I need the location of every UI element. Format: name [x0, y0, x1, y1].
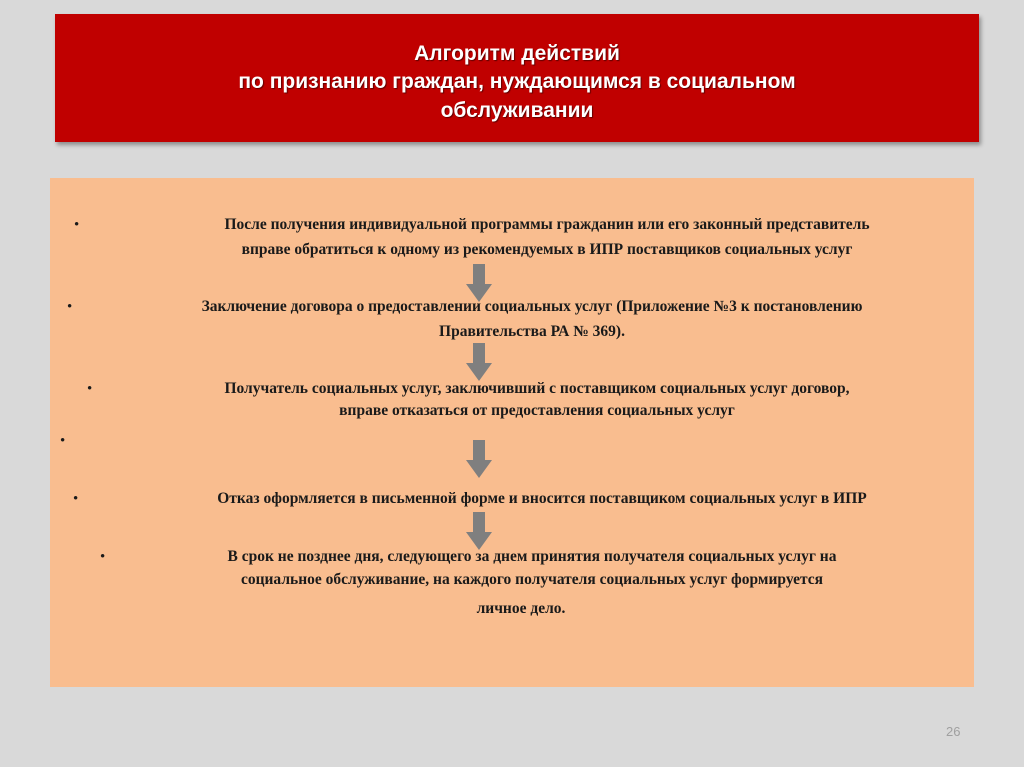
title-line-3: обслуживании — [440, 99, 594, 122]
bullet-4: • — [73, 491, 79, 507]
bullet-2: • — [67, 299, 73, 315]
step-1-line-1: После получения индивидуальной программы гражданин или его законный представитель — [224, 216, 870, 233]
bullet-1: • — [74, 217, 80, 233]
title-line-1: Алгоритм действий — [414, 42, 620, 65]
step-4-line-1: Отказ оформляется в письменной форме и вносится поставщиком социальных услуг в ИПР — [217, 490, 867, 507]
bullet-5: • — [100, 549, 106, 565]
bullet-empty: • — [60, 433, 66, 449]
down-arrow-icon — [466, 343, 492, 381]
step-2-line-1: Заключение договора о предоставлении социальных услуг (Приложение №3 к постановлению — [201, 298, 863, 315]
step-3-line-2: вправе отказаться от предоставления социальных услуг — [339, 402, 735, 419]
step-3-line-1: Получатель социальных услуг, заключивший с поставщиком социальных услуг договор, — [224, 380, 850, 397]
step-1-line-2: вправе обратиться к одному из рекомендуемых в ИПР поставщиков социальных услуг — [241, 241, 853, 258]
bullet-3: • — [87, 381, 93, 397]
step-5-line-2: социальное обслуживание, на каждого получателя социальных услуг формируется — [240, 571, 824, 588]
slide-page-number: 26 — [946, 724, 961, 739]
step-5-line-1: В срок не позднее дня, следующего за днем принятия получателя социальных услуг на — [227, 548, 837, 565]
title-line-2: по признанию граждан, нуждающимся в социальном — [238, 70, 796, 93]
algorithm-panel — [50, 178, 974, 687]
step-5-line-3: личное дело. — [476, 600, 566, 617]
down-arrow-icon — [466, 440, 492, 478]
down-arrow-icon — [466, 512, 492, 550]
slide-title-banner — [55, 14, 979, 142]
step-2-line-2: Правительства РА № 369). — [439, 323, 625, 340]
